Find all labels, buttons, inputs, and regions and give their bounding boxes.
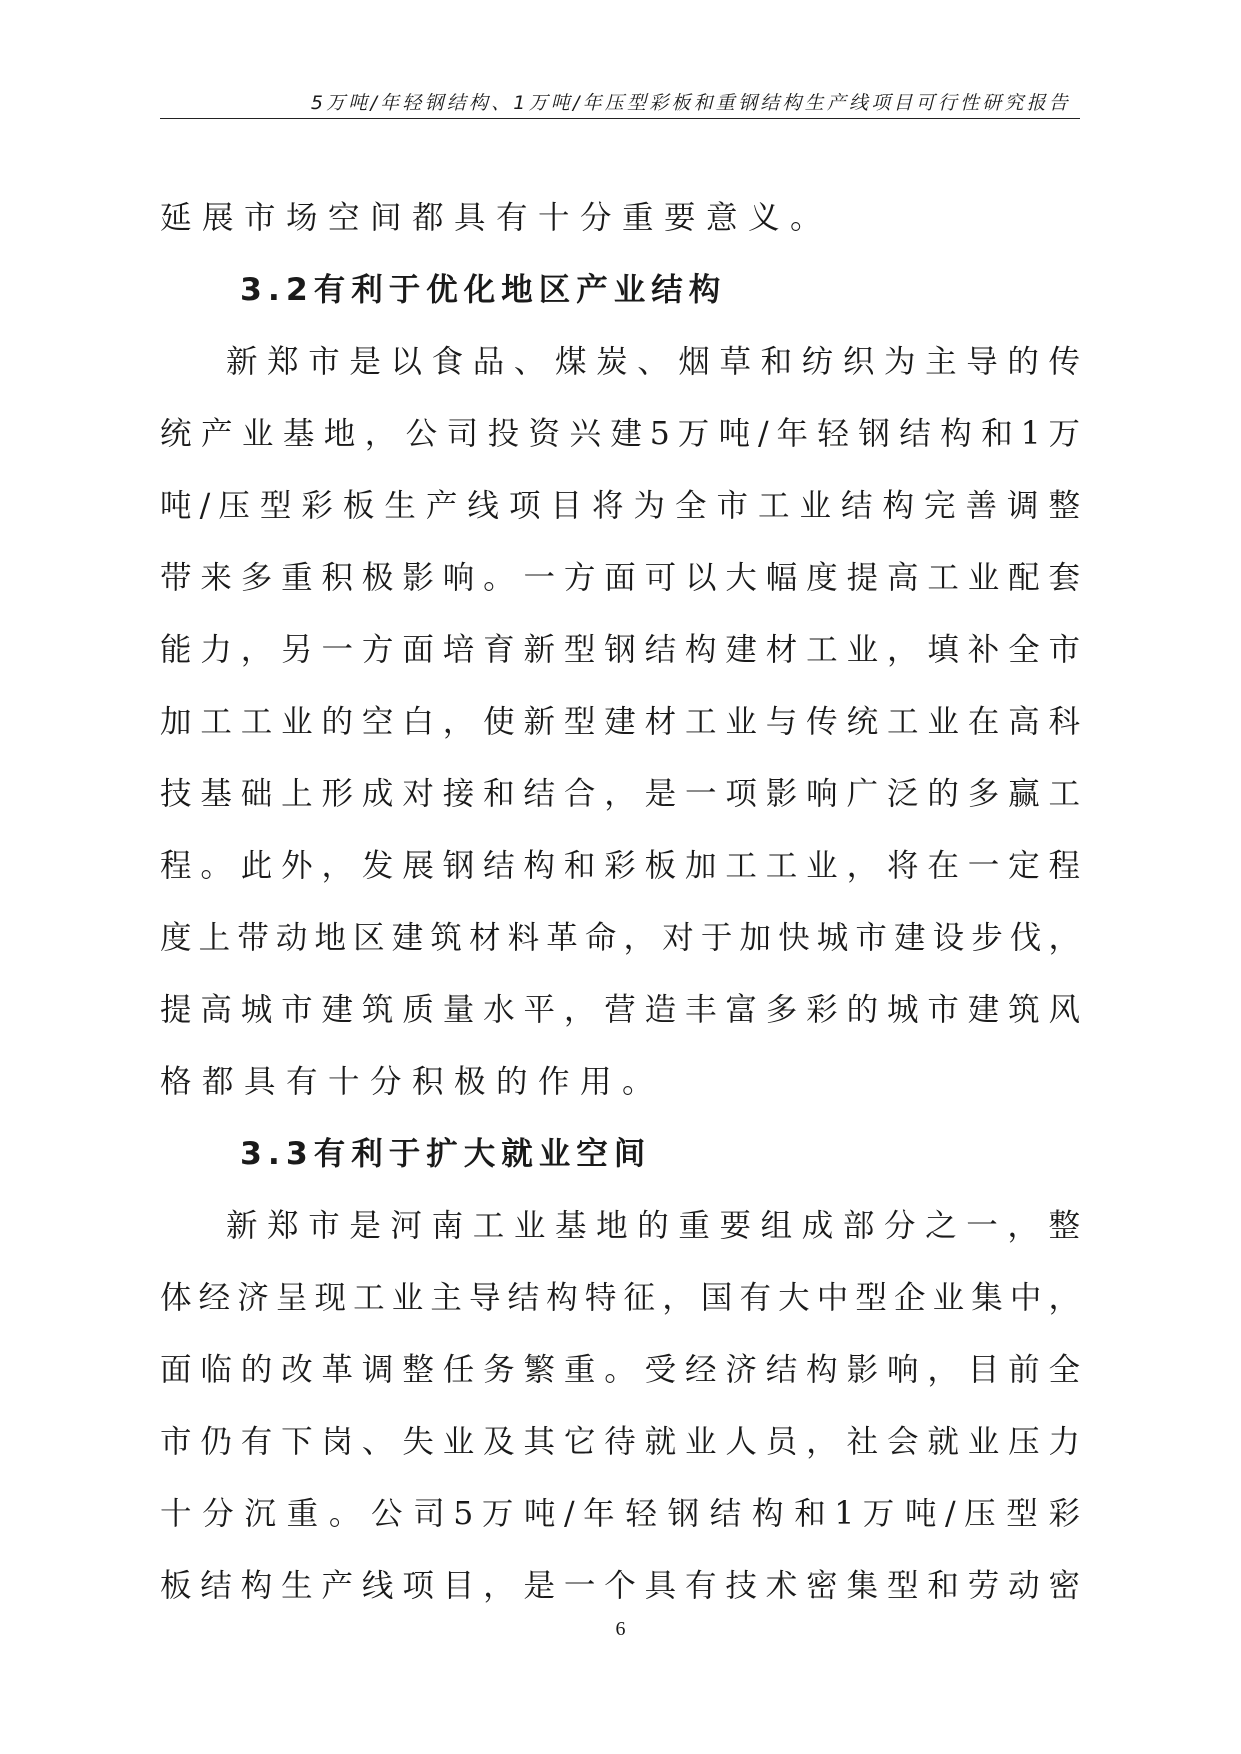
section-heading-3-2: 3.2有利于优化地区产业结构	[240, 272, 727, 308]
running-header-title: 5万吨/年轻钢结构、1万吨/年压型彩板和重钢结构生产线项目可行性研究报告	[310, 92, 1071, 114]
paragraph-line: 十 分 沉 重 。 公 司 5 万 吨 / 年 轻 钢 结 构 和 1 万 吨 / 压 型 彩	[160, 1496, 1080, 1532]
header-divider	[160, 118, 1080, 119]
paragraph-line: 格都具有十分积极的作用。	[160, 1064, 665, 1100]
paragraph-line: 提 高 城 市 建 筑 质 量 水 平 ， 营 造 丰 富 多 彩 的 城 市 建 筑 风	[160, 992, 1080, 1028]
paragraph-line: 度 上 带 动 地 区 建 筑 材 料 革 命 ， 对 于 加 快 城 市 建 设 步 伐 ，	[160, 920, 1080, 956]
paragraph-line: 延展市场空间都具有十分重要意义。	[160, 200, 833, 236]
section-heading-3-3: 3.3有利于扩大就业空间	[240, 1136, 652, 1172]
paragraph-line: 程 。 此 外 ， 发 展 钢 结 构 和 彩 板 加 工 工 业 ， 将 在 一 定 程	[160, 848, 1080, 884]
paragraph-line: 体 经 济 呈 现 工 业 主 导 结 构 特 征 ， 国 有 大 中 型 企 业 集 中 ，	[160, 1280, 1080, 1316]
page-number: 6	[615, 1618, 626, 1640]
paragraph-line: 新 郑 市 是 以 食 品 、 煤 炭 、 烟 草 和 纺 织 为 主 导 的 传	[226, 344, 1080, 380]
paragraph-line: 市 仍 有 下 岗 、 失 业 及 其 它 待 就 业 人 员 ， 社 会 就 业 压 力	[160, 1424, 1080, 1460]
paragraph-line: 能 力 ， 另 一 方 面 培 育 新 型 钢 结 构 建 材 工 业 ， 填 补 全 市	[160, 632, 1080, 668]
document-body	[160, 182, 1080, 1622]
paragraph-line: 吨 / 压 型 彩 板 生 产 线 项 目 将 为 全 市 工 业 结 构 完 善 调 整	[160, 488, 1080, 524]
paragraph-line: 技 基 础 上 形 成 对 接 和 结 合 ， 是 一 项 影 响 广 泛 的 多 赢 工	[160, 776, 1080, 812]
paragraph-line: 统 产 业 基 地 ， 公 司 投 资 兴 建 5 万 吨 / 年 轻 钢 结 构 和 1 万	[160, 416, 1080, 452]
paragraph-line: 新 郑 市 是 河 南 工 业 基 地 的 重 要 组 成 部 分 之 一 ， 整	[226, 1208, 1080, 1244]
paragraph-line: 面 临 的 改 革 调 整 任 务 繁 重 。 受 经 济 结 构 影 响 ， 目 前 全	[160, 1352, 1080, 1388]
paragraph-line: 板 结 构 生 产 线 项 目 ， 是 一 个 具 有 技 术 密 集 型 和 劳 动 密	[160, 1568, 1080, 1604]
paragraph-line: 加 工 工 业 的 空 白 ， 使 新 型 建 材 工 业 与 传 统 工 业 在 高 科	[160, 704, 1080, 740]
paragraph-line: 带 来 多 重 积 极 影 响 。 一 方 面 可 以 大 幅 度 提 高 工 业 配 套	[160, 560, 1080, 596]
